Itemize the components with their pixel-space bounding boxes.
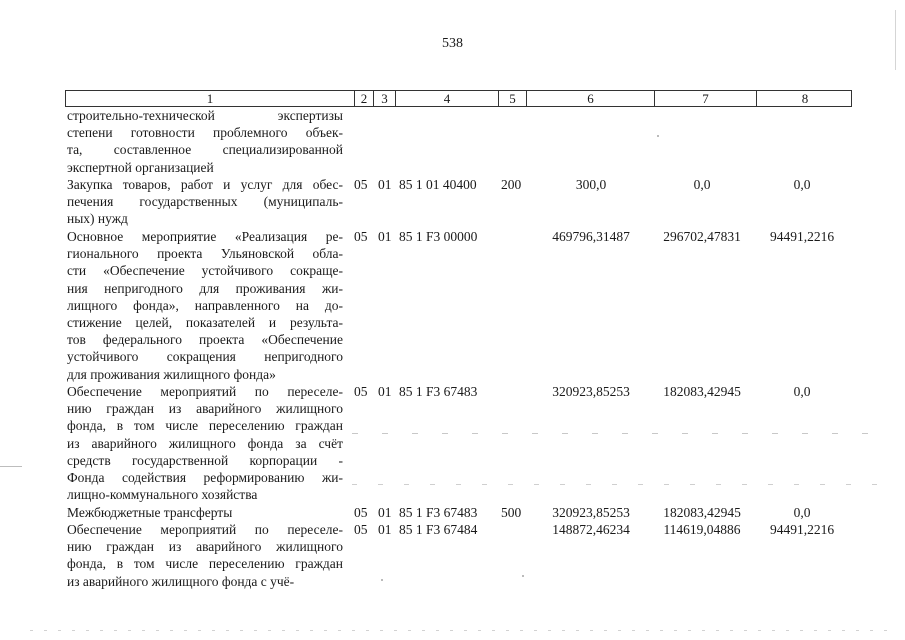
amount-col-8: 0,0 — [793, 177, 811, 192]
description-line: печения государственных (муниципаль- — [67, 194, 343, 210]
header-cell-1: 1 — [66, 91, 355, 106]
target-article-code: 85 1 01 40400 — [399, 177, 477, 192]
amount-col-6: 320923,85253 — [552, 505, 630, 520]
header-cell-5: 5 — [499, 91, 527, 106]
scan-artifact — [30, 630, 890, 631]
row-description — [67, 228, 343, 383]
amount-col-7: 114619,04886 — [663, 522, 741, 537]
description-line: Обеспечение мероприятий по переселе- — [67, 384, 343, 399]
table-row — [0, 504, 905, 521]
amount-col-8: 0,0 — [793, 505, 811, 520]
header-cell-3: 3 — [374, 91, 396, 106]
scan-artifact — [381, 579, 383, 581]
section-code: 05 — [354, 177, 368, 192]
amount-col-8: 0,0 — [793, 384, 811, 399]
header-cell-6: 6 — [527, 91, 655, 106]
description-line: гионального проекта Ульяновской обла- — [67, 246, 343, 262]
page-number: 538 — [442, 36, 463, 51]
target-article-code: 85 1 F3 67484 — [399, 522, 478, 537]
description-line: строительно-технической экспертизы — [67, 108, 343, 123]
subsection-code: 01 — [378, 177, 392, 192]
description-line: ных) нужд — [67, 211, 128, 227]
header-cell-8: 8 — [801, 91, 809, 106]
header-cell-7: 7 — [655, 91, 757, 106]
description-line: Закупка товаров, работ и услуг для обес- — [67, 177, 343, 192]
table-row — [0, 521, 905, 593]
row-description — [67, 504, 343, 521]
description-line: Фонда содействия реформированию жи- — [67, 470, 343, 486]
expense-type-code: 500 — [501, 505, 522, 520]
scan-artifact — [0, 466, 22, 467]
description-line: сти «Обеспечение устойчивого сокраще- — [67, 263, 343, 279]
description-line: та, составленное специализированной — [67, 142, 343, 158]
target-article-code: 85 1 F3 67483 — [399, 384, 478, 399]
description-line: ния непригодного для проживания жи- — [67, 280, 343, 296]
description-line: средств государственной корпорации - — [67, 452, 343, 468]
section-code: 05 — [354, 505, 368, 520]
amount-col-6: 148872,46234 — [552, 522, 630, 537]
description-line: из аварийного жилищного фонда за счёт — [67, 435, 343, 451]
description-line: из аварийного жилищного фонда с учё- — [67, 573, 295, 589]
description-line: нию граждан из аварийного жилищного — [67, 401, 343, 417]
section-code: 05 — [354, 229, 368, 244]
description-line: лищно-коммунального хозяйства — [67, 487, 258, 503]
scan-artifact — [895, 10, 896, 70]
amount-col-6: 300,0 — [575, 177, 607, 192]
description-line: фонда, в том числе переселению граждан — [67, 556, 343, 572]
section-code: 05 — [354, 384, 368, 399]
description-line: степени готовности проблемного объек- — [67, 125, 343, 141]
table-row — [0, 228, 905, 383]
amount-col-7: 182083,42945 — [663, 505, 741, 520]
subsection-code: 01 — [378, 522, 392, 537]
amount-col-8: 94491,2216 — [769, 522, 835, 537]
amount-col-7: 0,0 — [693, 177, 711, 192]
target-article-code: 85 1 F3 00000 — [399, 229, 478, 244]
amount-col-7: 182083,42945 — [663, 384, 741, 399]
amount-col-6: 320923,85253 — [552, 384, 630, 399]
table-header — [65, 90, 852, 107]
header-cell-2: 2 — [355, 91, 374, 106]
description-line: лищного фонда», направленного на до- — [67, 297, 343, 313]
scan-artifact — [352, 484, 892, 485]
scan-artifact — [522, 575, 524, 577]
row-description — [67, 521, 343, 590]
description-line: фонда, в том числе переселению граждан — [67, 418, 343, 434]
amount-col-8: 94491,2216 — [769, 229, 835, 244]
description-line: тов федерального проекта «Обеспечение — [67, 332, 343, 348]
amount-col-6: 469796,31487 — [552, 229, 630, 244]
description-line: стижение целей, показателей и результа- — [67, 315, 343, 331]
subsection-code: 01 — [378, 384, 392, 399]
scan-artifact — [352, 433, 872, 434]
subsection-code: 01 — [378, 229, 392, 244]
table-row — [0, 176, 905, 228]
table-row — [0, 383, 905, 504]
scan-artifact — [657, 135, 659, 137]
amount-col-7: 296702,47831 — [663, 229, 741, 244]
description-line: нию граждан из аварийного жилищного — [67, 539, 343, 555]
table-body — [0, 107, 905, 593]
subsection-code: 01 — [378, 505, 392, 520]
target-article-code: 85 1 F3 67483 — [399, 505, 478, 520]
description-line: экспертной организацией — [67, 159, 214, 175]
row-description — [67, 383, 343, 503]
description-line: Межбюджетные трансферты — [67, 505, 233, 520]
description-line: Основное мероприятие «Реализация ре- — [67, 229, 343, 244]
description-line: для проживания жилищного фонда» — [67, 366, 276, 382]
expense-type-code: 200 — [501, 177, 522, 192]
section-code: 05 — [354, 522, 368, 537]
row-description — [67, 176, 343, 228]
description-line: Обеспечение мероприятий по переселе- — [67, 522, 343, 537]
description-line: устойчивого сокращения непригодного — [67, 349, 343, 365]
table-row — [0, 107, 905, 176]
row-description — [67, 107, 343, 176]
header-cell-4: 4 — [396, 91, 499, 106]
